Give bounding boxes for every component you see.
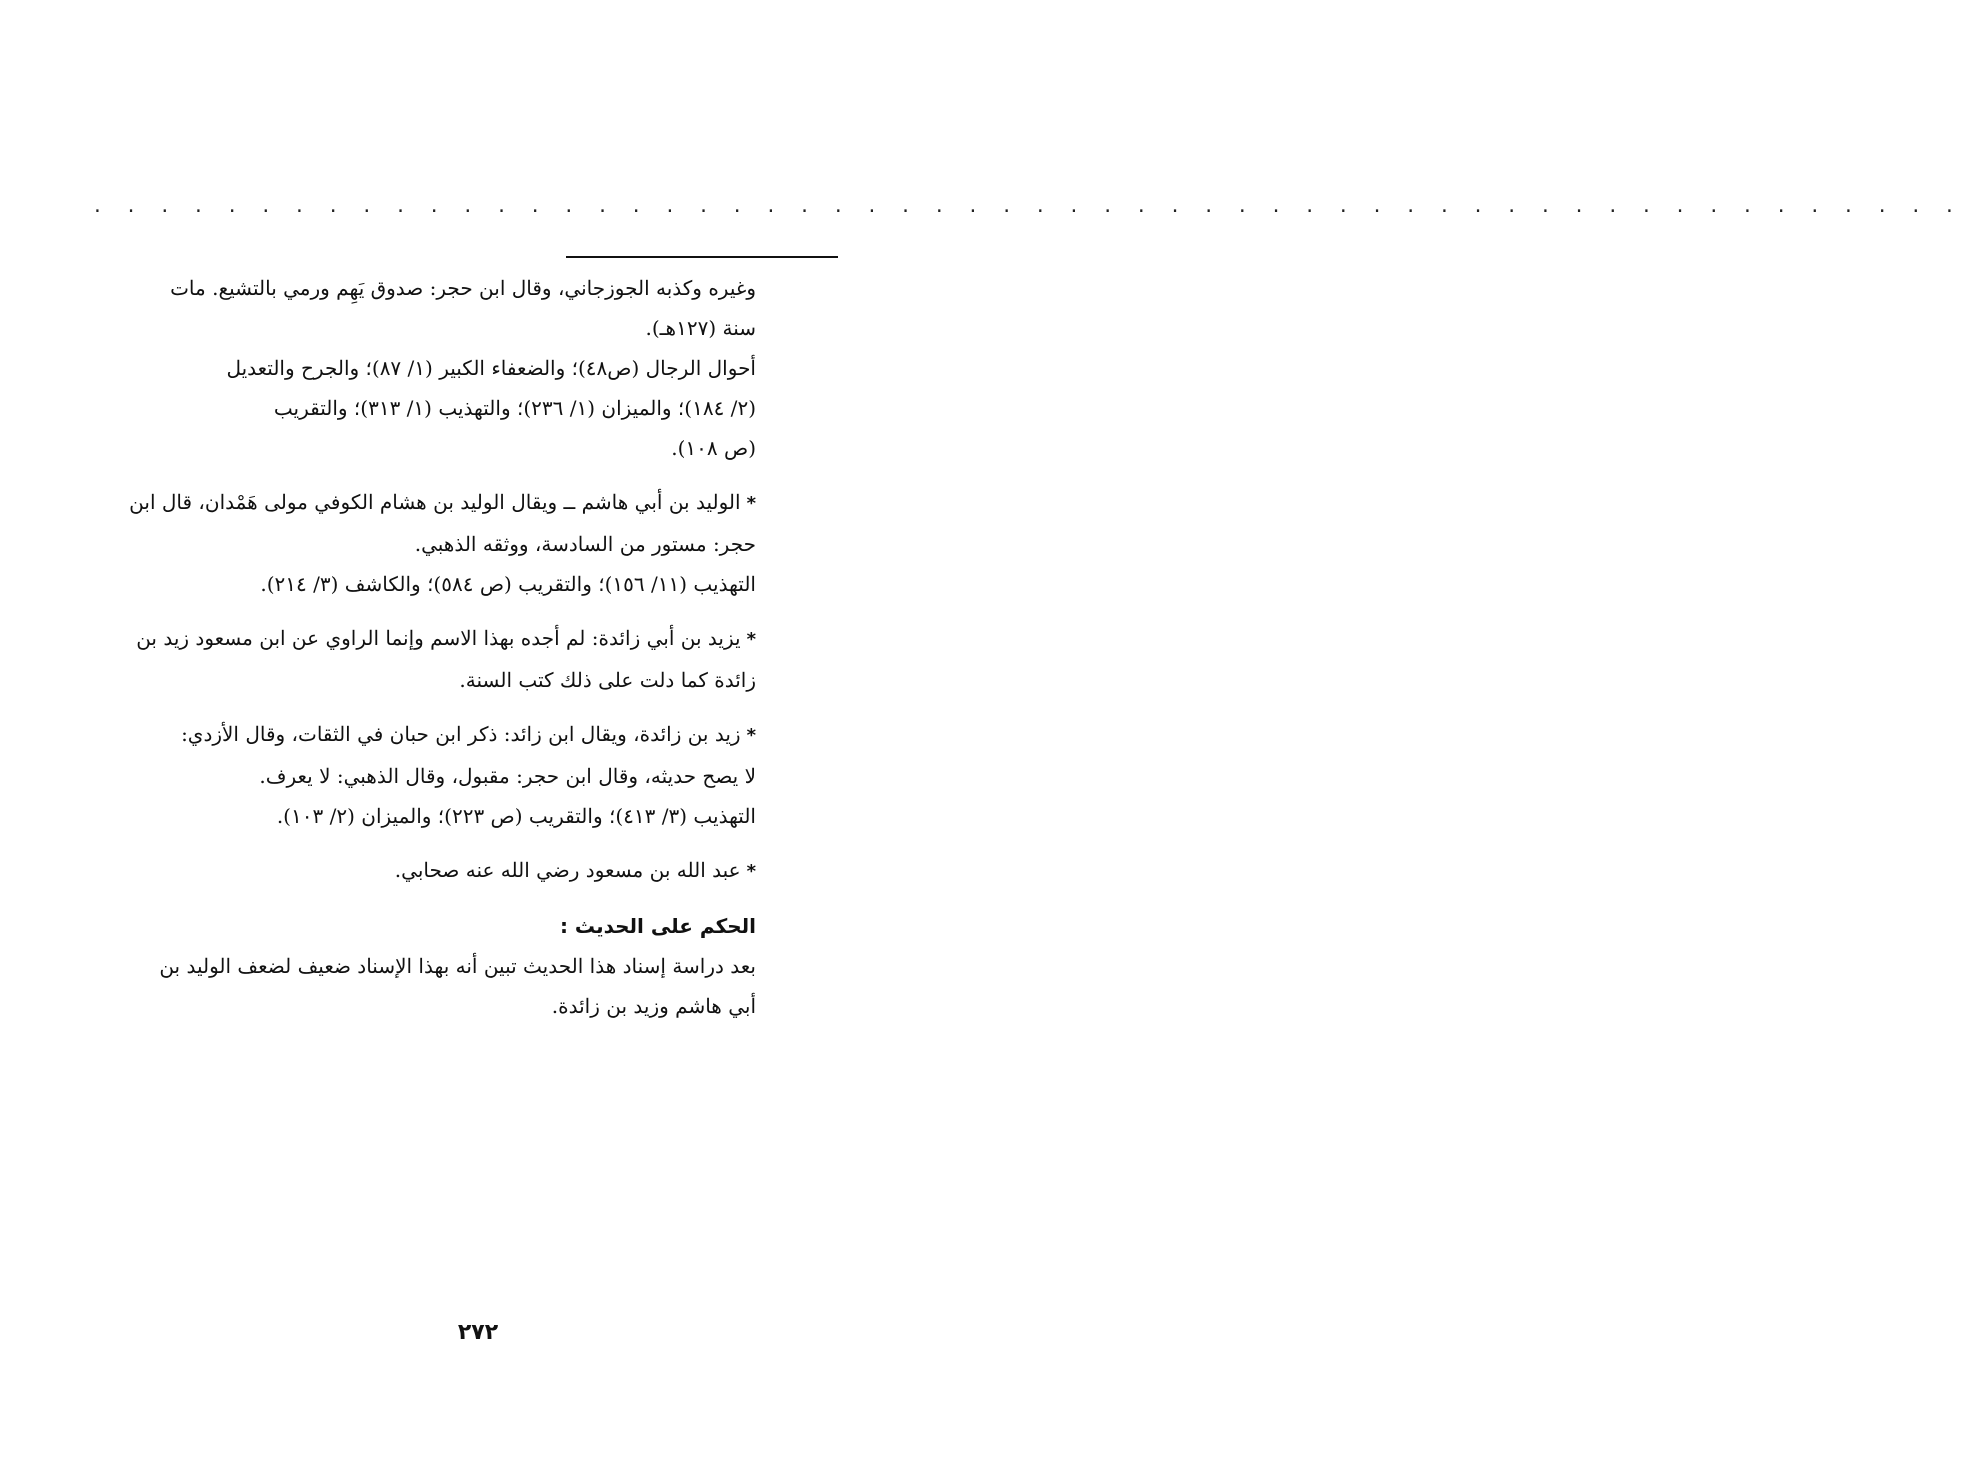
reference-line: (٢/ ١٨٤)؛ والميزان (١/ ٢٣٦)؛ والتهذيب (١/ ٣١٣)؛ والتقريب (273, 396, 756, 420)
spacer (84, 836, 756, 850)
star-bullet: * (746, 629, 756, 650)
reference-line: (ص ١٠٨). (671, 436, 756, 460)
spacer (84, 700, 756, 714)
text-line: حجر: مستور من السادسة، ووثقه الذهبي. (414, 532, 756, 556)
narrator-entry-zayd (84, 714, 756, 836)
dotted-separator: . . . . . . . . . . . . . . . . . . . . . . . . . . . . . . . . . . . . . . . . . . . . . . . . . . . . . . . . (92, 196, 1961, 217)
star-bullet: * (746, 861, 756, 882)
narrator-entry-ibn-masud (84, 850, 756, 892)
text-line: سنة (١٢٧هـ). (645, 316, 756, 340)
entry-text: زيد بن زائدة، ويقال ابن زائد: ذكر ابن حبان في الثقات، وقال الأزدي: (181, 722, 741, 746)
footnote-rule (566, 256, 838, 258)
text-line (84, 482, 756, 524)
text-line: أبي هاشم وزيد بن زائدة. (551, 994, 756, 1018)
reference-line: التهذيب (٣/ ٤١٣)؛ والتقريب (ص ٢٢٣)؛ والميزان (٢/ ١٠٣). (276, 804, 756, 828)
text-line: بعد دراسة إسناد هذا الحديث تبين أنه بهذا الإسناد ضعيف لضعف الوليد بن (159, 954, 756, 978)
footnote-continuation (84, 268, 756, 468)
page-body (84, 268, 756, 1026)
text-line: لا يصح حديثه، وقال ابن حجر: مقبول، وقال الذهبي: لا يعرف. (259, 764, 756, 788)
star-bullet: * (746, 725, 756, 746)
entry-text: عبد الله بن مسعود رضي الله عنه صحابي. (394, 858, 741, 882)
page-number: ٢٧٢ (457, 1320, 499, 1345)
reference-line: أحوال الرجال (ص٤٨)؛ والضعفاء الكبير (١/ ٨٧)؛ والجرح والتعديل (226, 356, 756, 380)
narrator-entry-yazid (84, 618, 756, 700)
ruling-heading: الحكم على الحديث : (559, 914, 756, 938)
entry-text: الوليد بن أبي هاشم ــ ويقال الوليد بن هشام الكوفي مولى هَمْدان، قال ابن (129, 490, 741, 514)
star-bullet: * (746, 493, 756, 514)
spacer (84, 892, 756, 906)
text-line (84, 714, 756, 756)
spacer (84, 468, 756, 482)
text-line (84, 850, 756, 892)
entry-text: يزيد بن أبي زائدة: لم أجده بهذا الاسم وإنما الراوي عن ابن مسعود زيد بن (136, 626, 741, 650)
hadith-ruling (84, 906, 756, 1026)
narrator-entry-walid (84, 482, 756, 604)
reference-line: التهذيب (١١/ ١٥٦)؛ والتقريب (ص ٥٨٤)؛ والكاشف (٣/ ٢١٤). (260, 572, 756, 596)
text-line (84, 618, 756, 660)
spacer (84, 604, 756, 618)
text-line: زائدة كما دلت على ذلك كتب السنة. (459, 668, 756, 692)
text-line: وغيره وكذبه الجوزجاني، وقال ابن حجر: صدوق يَهِم ورمي بالتشيع. مات (170, 276, 756, 300)
